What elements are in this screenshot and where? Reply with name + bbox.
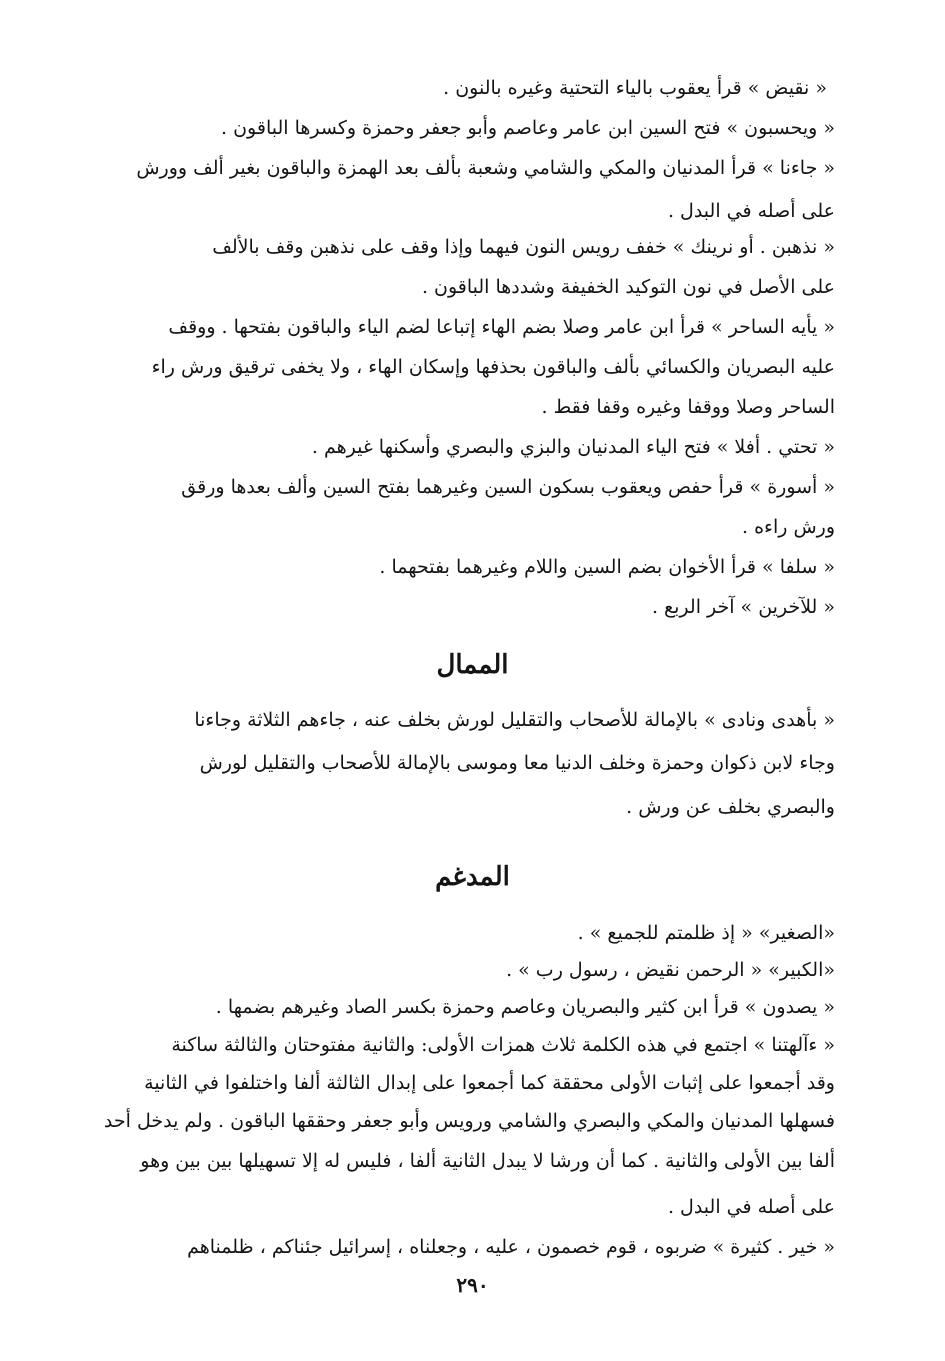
text-line: « أسورة » قرأ حفص ويعقوب بسكون السين وغيرهما بفتح السين وألف بعدها ورقق <box>181 476 835 498</box>
text-line: « تحتي . أفلا » فتح الياء المدنيان والبزي والبصري وأسكنها غيرهم . <box>311 436 835 458</box>
text-line: « ويحسبون » فتح السين ابن عامر وعاصم وأبو جعفر وحمزة وكسرها الباقون . <box>221 117 835 139</box>
text-line: وجاء لابن ذكوان وحمزة وخلف الدنيا معا وموسى بالإمالة للأصحاب والتقليل لورش <box>199 752 835 774</box>
text-line: « يأيه الساحر » قرأ ابن عامر وصلا بضم الهاء إتباعا لضم الياء والباقون بفتحها . ووقف <box>168 316 835 338</box>
text-line: على الأصل في نون التوكيد الخفيفة وشددها الباقون . <box>421 276 835 298</box>
text-line: « خير . كثيرة » ضربوه ، قوم خصمون ، عليه ، وجعلناه ، إسرائيل جئناكم ، ظلمناهم <box>187 1236 835 1258</box>
text-line: « يصدون » قرأ ابن كثير والبصريان وعاصم وحمزة بكسر الصاد وغيرهم بضمها . <box>215 996 835 1018</box>
page-number: ٢٩٠ <box>456 1273 489 1297</box>
text-line: على أصله في البدل . <box>667 200 835 222</box>
text-line: «الكبير» « الرحمن نقيض ، رسول رب » . <box>506 959 835 981</box>
text-line: « للآخرين » آخر الربع . <box>651 596 835 618</box>
text-line: « نقيض » قرأ يعقوب بالياء التحتية وغيره بالنون . <box>443 77 827 99</box>
text-line: « نذهبن . أو نرينك » خفف رويس النون فيهما وإذا وقف على نذهبن وقف بالألف <box>212 236 835 258</box>
text-line: وقد أجمعوا على إثبات الأولى محققة كما أجمعوا على إبدال الثالثة ألفا واختلفوا في الثانية <box>144 1072 835 1094</box>
text-line: فسهلها المدنيان والمكي والبصري والشامي ورويس وأبو جعفر وحققها الباقون . ولم يدخل أحد <box>103 1110 835 1132</box>
text-line: « سلفا » قرأ الأخوان بضم السين واللام وغيرهما بفتحهما . <box>379 556 835 578</box>
text-line: الساحر وصلا ووقفا وغيره وقفا فقط . <box>541 396 835 418</box>
text-line: «الصغير» « إذ ظلمتم للجميع » . <box>577 922 835 944</box>
text-line: عليه البصريان والكسائي بألف والباقون بحذفها وإسكان الهاء ، ولا يخفى ترقيق ورش راء <box>151 356 835 378</box>
section-heading-mudgham: المدغم <box>435 862 510 892</box>
text-line: « جاءنا » قرأ المدنيان والمكي والشامي وشعبة بألف بعد الهمزة والباقون بغير ألف وورش <box>136 157 835 179</box>
text-line: والبصري بخلف عن ورش . <box>626 796 835 818</box>
text-line: « بأهدى ونادى » بالإمالة للأصحاب والتقليل لورش بخلف عنه ، جاءهم الثلاثة وجاءنا <box>194 709 835 731</box>
text-line: ألفا بين الأولى والثانية . كما أن ورشا لا يبدل الثانية ألفا ، فليس له إلا تسهيلها بين بين وهو <box>140 1150 835 1172</box>
text-line: « ءآلهتنا » اجتمع في هذه الكلمة ثلاث همزات الأولى: والثانية مفتوحتان والثالثة ساكنة <box>171 1034 835 1056</box>
section-heading-mumal: الممال <box>436 650 509 680</box>
text-line: على أصله في البدل . <box>667 1196 835 1218</box>
text-line: ورش راءه . <box>741 516 835 538</box>
